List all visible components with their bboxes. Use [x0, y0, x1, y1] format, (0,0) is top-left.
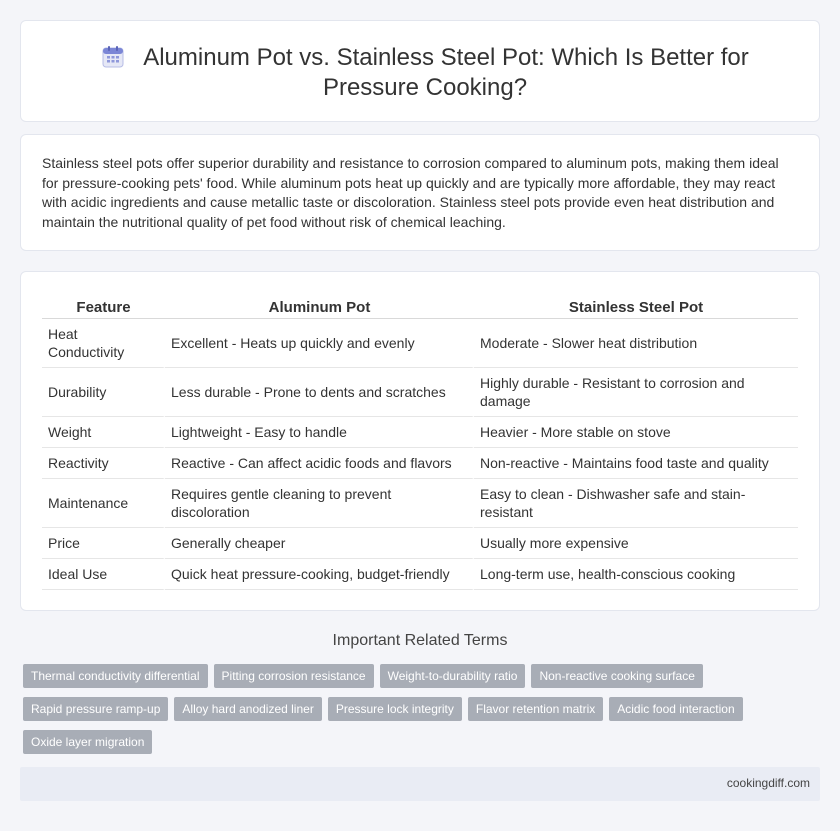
- table-cell-feature: Price: [42, 528, 165, 559]
- table-cell-stainless: Easy to clean - Dishwasher safe and stain-resistant: [474, 479, 798, 528]
- table-cell-aluminum: Quick heat pressure-cooking, budget-friendly: [165, 559, 474, 590]
- intro-card: [20, 134, 820, 251]
- footer: [20, 767, 820, 801]
- table-cell-stainless: Heavier - More stable on stove: [474, 417, 798, 448]
- table-cell-aluminum: Reactive - Can affect acidic foods and flavors: [165, 448, 474, 479]
- table-cell-feature: Ideal Use: [42, 559, 165, 590]
- table-cell-stainless: Usually more expensive: [474, 528, 798, 559]
- table-cell-feature: Heat Conductivity: [42, 319, 165, 368]
- related-term-tag[interactable]: Alloy hard anodized liner: [174, 697, 321, 721]
- related-term-tag[interactable]: Rapid pressure ramp-up: [23, 697, 168, 721]
- table-cell-stainless: Long-term use, health-conscious cooking: [474, 559, 798, 590]
- table-cell-aluminum: Lightweight - Easy to handle: [165, 417, 474, 448]
- comparison-table: [42, 295, 798, 590]
- table-row: [42, 368, 798, 417]
- title-wrap: [51, 43, 799, 103]
- table-cell-stainless: Highly durable - Resistant to corrosion and damage: [474, 368, 798, 417]
- related-terms-heading: Important Related Terms: [332, 632, 508, 649]
- comparison-table-card: [20, 271, 820, 611]
- table-cell-stainless: Moderate - Slower heat distribution: [474, 319, 798, 368]
- related-term-tag[interactable]: Pitting corrosion resistance: [214, 664, 374, 688]
- table-row: [42, 528, 798, 559]
- page-title: [51, 43, 799, 103]
- table-row: [42, 448, 798, 479]
- related-term-tag[interactable]: Non-reactive cooking surface: [531, 664, 702, 688]
- footer-site-link[interactable]: cookingdiff.com: [726, 776, 810, 790]
- table-row: [42, 479, 798, 528]
- table-row: [42, 559, 798, 590]
- table-cell-stainless: Non-reactive - Maintains food taste and quality: [474, 448, 798, 479]
- table-cell-aluminum: Less durable - Prone to dents and scratches: [165, 368, 474, 417]
- table-cell-feature: Maintenance: [42, 479, 165, 528]
- header-stainless-steel-pot: Stainless Steel Pot: [474, 295, 798, 319]
- table-row: [42, 417, 798, 448]
- related-term-tag[interactable]: Flavor retention matrix: [468, 697, 603, 721]
- table-cell-aluminum: Requires gentle cleaning to prevent discoloration: [165, 479, 474, 528]
- related-term-tag[interactable]: Acidic food interaction: [609, 697, 742, 721]
- related-terms-tags: [23, 664, 803, 754]
- intro-paragraph: Stainless steel pots offer superior durability and resistance to corrosion compared to aluminum pots, making them ideal for pressure-cooking pets' food. While aluminum pots heat up quickly and are typically more affordable, they may react with acidic ingredients and cause metallic taste or discoloration. Stainless steel pots provide even heat distribution and maintain the nutritional quality of pet food without risk of chemical leaching.: [42, 155, 779, 230]
- page-title-text: Aluminum Pot vs. Stainless Steel Pot: Which Is Better for Pressure Cooking?: [143, 44, 749, 101]
- related-term-tag[interactable]: Oxide layer migration: [23, 730, 152, 754]
- table-header-row: [42, 295, 798, 319]
- related-term-tag[interactable]: Pressure lock integrity: [328, 697, 462, 721]
- table-row: [42, 319, 798, 368]
- related-term-tag[interactable]: Thermal conductivity differential: [23, 664, 208, 688]
- table-cell-aluminum: Excellent - Heats up quickly and evenly: [165, 319, 474, 368]
- table-cell-feature: Reactivity: [42, 448, 165, 479]
- header-aluminum-pot: Aluminum Pot: [165, 295, 474, 319]
- header-feature: Feature: [42, 295, 165, 319]
- calendar-icon: [101, 45, 125, 69]
- table-cell-feature: Durability: [42, 368, 165, 417]
- related-term-tag[interactable]: Weight-to-durability ratio: [380, 664, 526, 688]
- table-cell-aluminum: Generally cheaper: [165, 528, 474, 559]
- title-card: [20, 20, 820, 122]
- table-cell-feature: Weight: [42, 417, 165, 448]
